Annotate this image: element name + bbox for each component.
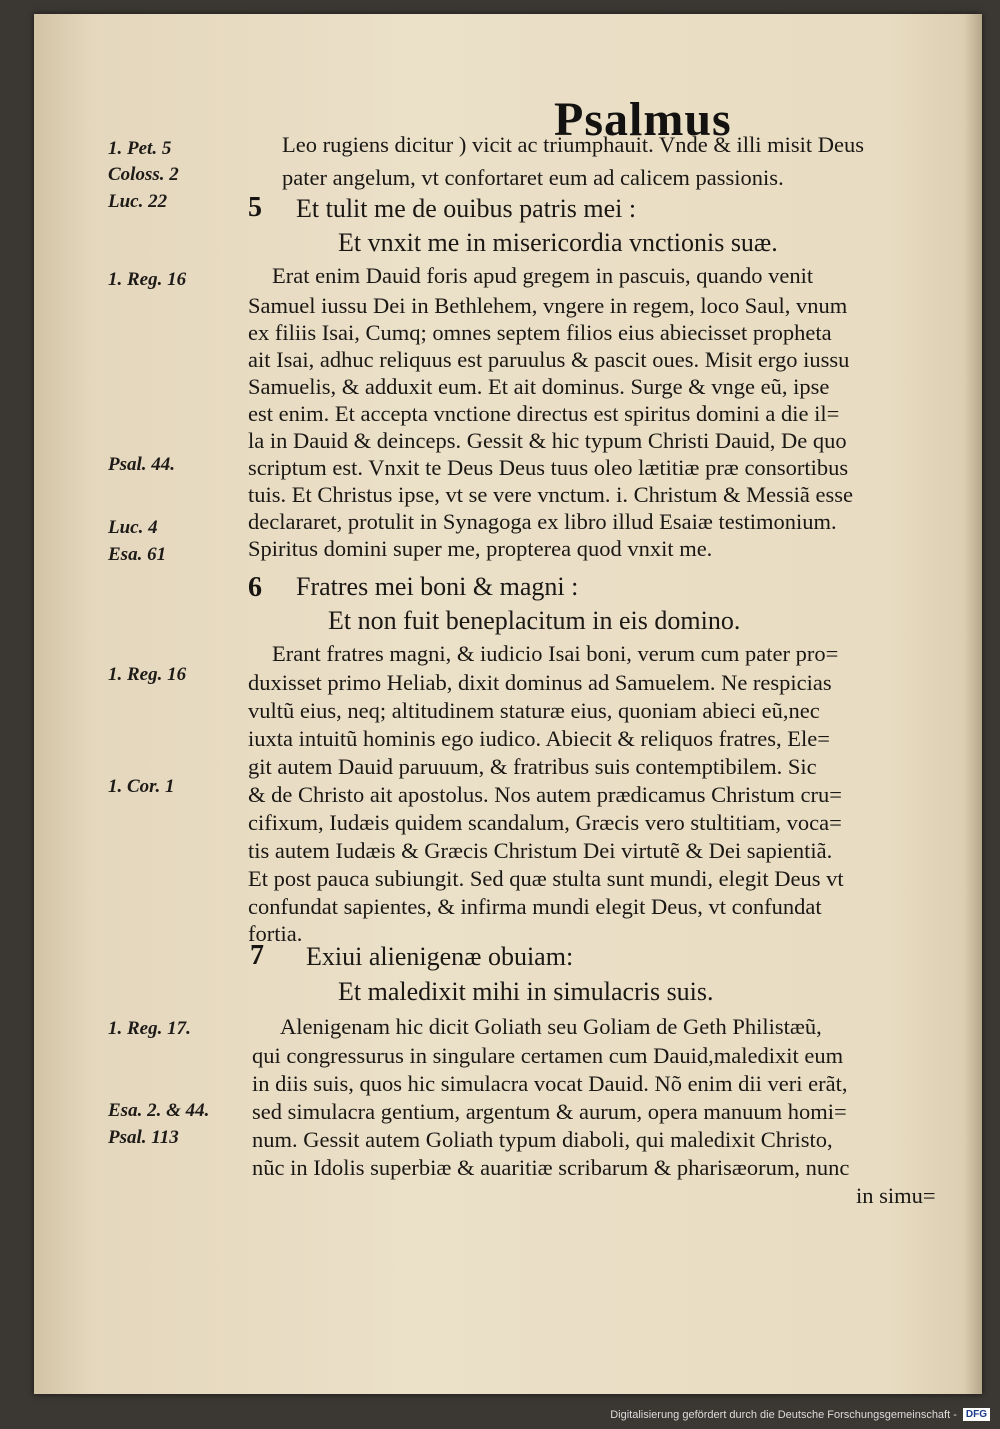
text-line: Spiritus domini super me, propterea quod vnxit me.: [248, 536, 713, 561]
text-line: Alenigenam hic dicit Goliath seu Goliam de Geth Philistæũ,: [280, 1014, 822, 1039]
verse-heading: Et tulit me de ouibus patris mei :: [296, 194, 637, 223]
verse-heading: Exiui alienigenæ obuiam:: [306, 942, 574, 971]
text-line: in diis suis, quos hic simulacra vocat Dauid. Nõ enim dii veri erãt,: [252, 1071, 848, 1096]
text-line: pater angelum, vt confortaret eum ad calicem passionis.: [282, 165, 784, 190]
text-line: confundat sapientes, & infirma mundi elegit Deus, vt confundat: [248, 894, 822, 919]
text-line: git autem Dauid paruuum, & fratribus suis contemptibilem. Sic: [248, 754, 817, 779]
book-page: [34, 14, 982, 1394]
text-line: la in Dauid & deinceps. Gessit & hic typum Christi Dauid, De quo: [248, 428, 847, 453]
running-header: Psalmus: [554, 93, 732, 146]
margin-note: Psal. 113: [108, 1127, 179, 1148]
text-line: num. Gessit autem Goliath typum diaboli, qui maledixit Christo,: [252, 1127, 833, 1152]
margin-note: Luc. 4: [108, 517, 158, 538]
text-line: tuis. Et Christus ipse, vt se vere vnctum. i. Christum & Messiã esse: [248, 482, 853, 507]
text-line: & de Christo ait apostolus. Nos autem prædicamus Christum cru=: [248, 782, 842, 807]
text-line: ex filiis Isai, Cumq; omnes septem filios eius abiecisset propheta: [248, 320, 832, 345]
text-line: scriptum est. Vnxit te Deus Deus tuus oleo lætitiæ præ consortibus: [248, 455, 849, 480]
verse-number: 7: [250, 940, 264, 971]
margin-note: 1. Reg. 16: [108, 269, 187, 290]
margin-note: Coloss. 2: [108, 164, 179, 185]
margin-note: 1. Reg. 17.: [108, 1018, 191, 1039]
verse-heading: Et vnxit me in misericordia vnctionis suæ.: [338, 228, 778, 257]
verse-heading: Et maledixit mihi in simulacris suis.: [338, 977, 714, 1006]
text-line: nũc in Idolis superbiæ & auaritiæ scribarum & pharisæorum, nunc: [252, 1155, 850, 1180]
verse-number: 5: [248, 192, 262, 223]
margin-note: Esa. 2. & 44.: [108, 1100, 210, 1121]
margin-note: 1. Cor. 1: [108, 776, 175, 797]
margin-note: 1. Pet. 5: [108, 138, 172, 159]
dfg-logo: DFG: [963, 1408, 990, 1421]
text-line: Erat enim Dauid foris apud gregem in pascuis, quando venit: [272, 263, 814, 288]
text-line: fortia.: [248, 921, 303, 946]
footer-text: Digitalisierung gefördert durch die Deutsche Forschungsgemeinschaft -: [610, 1408, 957, 1421]
text-line: tis autem Iudæis & Græcis Christum Dei virtutẽ & Dei sapientiã.: [248, 838, 833, 863]
text-line: ait Isai, adhuc reliquus est paruulus & pascit oues. Misit ergo iussu: [248, 347, 850, 372]
text-line: duxisset primo Heliab, dixit dominus ad Samuelem. Ne respicias: [248, 670, 832, 695]
text-line: Erant fratres magni, & iudicio Isai boni, verum cum pater pro=: [272, 641, 839, 666]
text-line: cifixum, Iudæis quidem scandalum, Græcis vero stultitiam, voca=: [248, 810, 842, 835]
digitization-footer: [610, 1408, 990, 1421]
margin-note: Luc. 22: [108, 191, 168, 212]
margin-note: Esa. 61: [108, 544, 167, 565]
margin-note: Psal. 44.: [108, 454, 176, 475]
text-line: Samuel iussu Dei in Bethlehem, vngere in regem, loco Saul, vnum: [248, 293, 848, 318]
text-line: vultũ eius, neq; altitudinem staturæ eius, quoniam abieci eũ,nec: [248, 698, 820, 723]
text-line: Samuelis, & adduxit eum. Et ait dominus. Surge & vnge eũ, ipse: [248, 374, 830, 399]
text-line: Et post pauca subiungit. Sed quæ stulta sunt mundi, elegit Deus vt: [248, 866, 844, 891]
text-line: est enim. Et accepta vnctione directus est spiritus domini a die il=: [248, 401, 840, 426]
text-line: Leo rugiens dicitur ) vicit ac triumphauit. Vnde & illi misit Deus: [282, 132, 864, 157]
verse-number: 6: [248, 572, 262, 603]
verse-heading: Fratres mei boni & magni :: [296, 572, 579, 601]
text-line: qui congressurus in singulare certamen cum Dauid,maledixit eum: [252, 1043, 844, 1068]
text-line: declararet, protulit in Synagoga ex libro illud Esaiæ testimonium.: [248, 509, 837, 534]
verse-heading: Et non fuit beneplacitum in eis domino.: [328, 606, 741, 635]
catchword: in simu=: [856, 1183, 936, 1208]
margin-note: 1. Reg. 16: [108, 664, 187, 685]
text-line: iuxta intuitũ hominis ego iudico. Abiecit & reliquos fratres, Ele=: [248, 726, 830, 751]
text-line: sed simulacra gentium, argentum & aurum, opera manuum homi=: [252, 1099, 847, 1124]
